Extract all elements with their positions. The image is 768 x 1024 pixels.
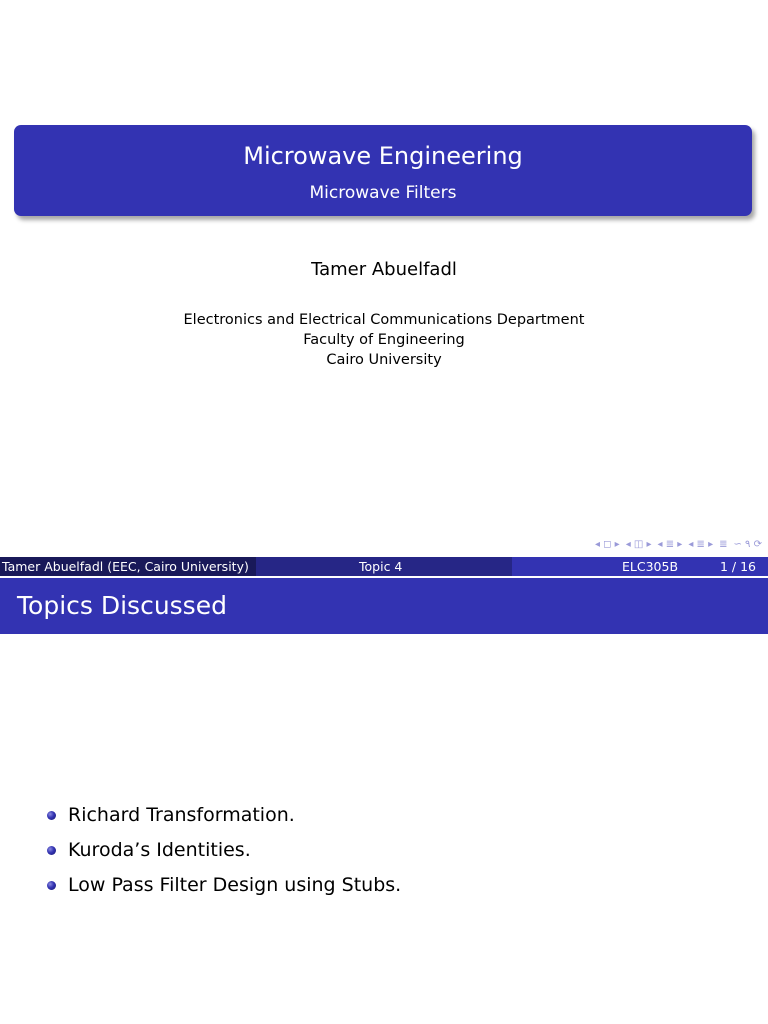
nav-section-icon[interactable]: ◂ ≣ ▸ xyxy=(688,539,714,550)
institute-university: Cairo University xyxy=(326,352,442,368)
footline-title-text: Topic 4 xyxy=(359,559,403,574)
institute-faculty: Faculty of Engineering xyxy=(303,332,465,348)
list-item xyxy=(0,833,401,868)
footline-date xyxy=(512,557,768,576)
institute-department: Electronics and Electrical Communications Department xyxy=(183,312,585,328)
bullet-icon xyxy=(47,811,56,820)
list-item-text: Kuroda’s Identities. xyxy=(68,839,251,861)
nav-frame-icon[interactable]: ◂ ◫ ▸ xyxy=(625,539,652,550)
topics-list xyxy=(0,798,401,903)
bullet-icon xyxy=(47,846,56,855)
footline-date-text: ELC305B xyxy=(622,559,679,574)
footline xyxy=(0,557,768,576)
bullet-icon xyxy=(47,881,56,890)
list-item-text: Richard Transformation. xyxy=(68,804,295,826)
frame-title-bar xyxy=(0,578,768,634)
author-name: Tamer Abuelfadl xyxy=(311,259,457,280)
nav-slide-icon[interactable]: ◂ ◻ ▸ xyxy=(594,539,620,550)
title-box xyxy=(14,125,752,216)
topics-slide xyxy=(0,578,768,1024)
footline-author xyxy=(0,557,256,576)
frame-title: Topics Discussed xyxy=(17,591,227,620)
footline-author-text: Tamer Abuelfadl (EEC, Cairo University) xyxy=(2,559,249,574)
institute-block xyxy=(0,310,768,370)
footline-page-number: 1 / 16 xyxy=(719,559,756,574)
nav-document-icon[interactable]: ≣ xyxy=(719,539,728,550)
presentation-subtitle: Microwave Filters xyxy=(309,183,457,203)
nav-search-back-icon[interactable]: ∽ ۹ ⟳ xyxy=(733,539,762,550)
footline-title xyxy=(256,557,512,576)
list-item xyxy=(0,868,401,903)
list-item-text: Low Pass Filter Design using Stubs. xyxy=(68,874,402,896)
presentation-title: Microwave Engineering xyxy=(243,142,523,170)
list-item xyxy=(0,798,401,833)
beamer-navigation-symbols xyxy=(472,538,762,552)
nav-subsection-icon[interactable]: ◂ ≣ ▸ xyxy=(657,539,683,550)
